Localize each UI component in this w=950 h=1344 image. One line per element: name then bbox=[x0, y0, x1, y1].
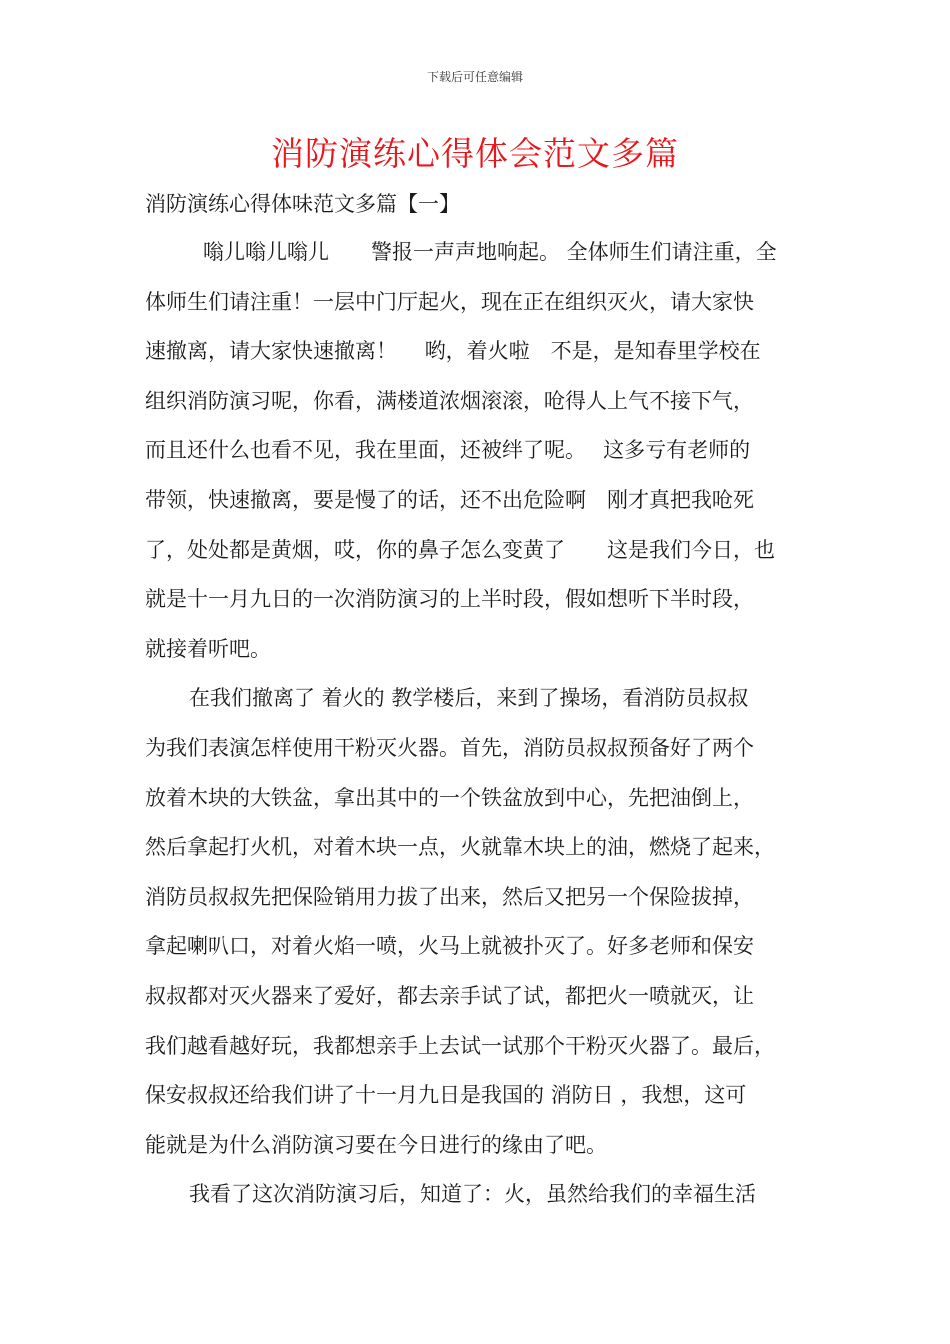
paragraph-line: 就是十一月九日的一次消防演习的上半时段，假如想听下半时段， bbox=[145, 587, 754, 612]
paragraph-line: 而且还什么也看不见，我在里面，还被绊了呢。 这多亏有老师的 bbox=[145, 438, 751, 463]
paragraph-line: 速撤离，请大家快速撤离！ 哟，着火啦 不是，是知春里学校在 bbox=[145, 339, 761, 364]
paragraph-line: 能就是为什么消防演习要在今日进行的缘由了吧。 bbox=[145, 1132, 607, 1157]
paragraph-line: 然后拿起打火机，对着木块一点，火就靠木块上的油，燃烧了起来， bbox=[145, 835, 775, 860]
paragraph-line: 我们越看越好玩，我都想亲手上去试一试那个干粉灭火器了。最后， bbox=[145, 1033, 775, 1058]
paragraph-line: 组织消防演习呢，你看，满楼道浓烟滚滚，呛得人上气不接下气， bbox=[145, 388, 754, 413]
section-heading: 消防演练心得体味范文多篇【一】 bbox=[145, 192, 460, 216]
paragraph-line: 叔叔都对灭火器来了爱好，都去亲手试了试，都把火一喷就灭，让 bbox=[145, 983, 754, 1008]
paragraph-line: 消防员叔叔先把保险销用力拔了出来，然后又把另一个保险拔掉， bbox=[145, 884, 754, 909]
header-note: 下载后可任意编辑 bbox=[426, 70, 523, 84]
paragraph-line: 体师生们请注重！一层中门厅起火，现在正在组织灭火，请大家快 bbox=[145, 289, 754, 314]
document-title: 消防演练心得体会范文多篇 bbox=[271, 134, 679, 173]
paragraph-line: 嗡儿嗡儿嗡儿 警报一声声地响起。 全体师生们请注重，全 bbox=[203, 240, 777, 264]
paragraph-line: 我看了这次消防演习后，知道了：火，虽然给我们的幸福生活 bbox=[189, 1182, 756, 1207]
paragraph-line: 保安叔叔还给我们讲了十一月九日是我国的 消防日 ，我想，这可 bbox=[145, 1083, 747, 1108]
paragraph-line: 拿起喇叭口，对着火焰一喷，火马上就被扑灭了。好多老师和保安 bbox=[145, 934, 754, 959]
paragraph-line: 为我们表演怎样使用干粉灭火器。首先，消防员叔叔预备好了两个 bbox=[145, 735, 754, 760]
paragraph-line: 放着木块的大铁盆，拿出其中的一个铁盆放到中心，先把油倒上， bbox=[145, 785, 754, 810]
body-text bbox=[145, 228, 810, 1220]
paragraph-line: 就接着听吧。 bbox=[145, 636, 271, 661]
paragraph-line: 了，处处都是黄烟，哎，你的鼻子怎么变黄了 这是我们今日，也 bbox=[145, 537, 775, 562]
paragraph-line: 在我们撤离了 着火的 教学楼后，来到了操场，看消防员叔叔 bbox=[189, 686, 749, 711]
paragraph-line: 带领，快速撤离，要是慢了的话，还不出危险啊 刚才真把我呛死 bbox=[145, 487, 754, 512]
